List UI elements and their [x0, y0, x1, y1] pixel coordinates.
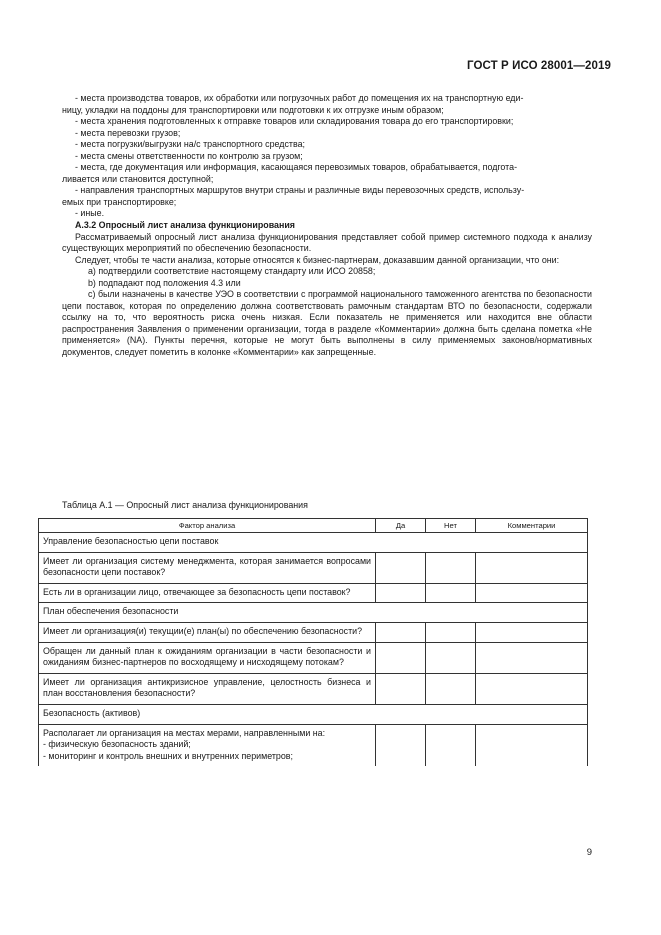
- list-item: - места производства товаров, их обработки или погрузочных работ до помещения их на транспортную еди-: [75, 93, 524, 103]
- yes-cell[interactable]: [376, 552, 426, 583]
- column-header-comments: Комментарии: [476, 519, 588, 533]
- yes-cell[interactable]: [376, 724, 426, 766]
- question-subitem: - физическую безопасность зданий;: [43, 739, 191, 750]
- no-cell[interactable]: [426, 552, 476, 583]
- table-header-row: [39, 519, 588, 533]
- section-label: Безопасность (активов): [39, 704, 588, 724]
- section-heading-a32: А.3.2 Опросный лист анализа функционирования: [75, 220, 295, 231]
- section-label: Управление безопасностью цепи поставок: [39, 533, 588, 553]
- comment-cell[interactable]: [476, 642, 588, 673]
- question-cell: Имеет ли организация(и) текущии(е) план(ы) по обеспечению безопасности?: [39, 622, 376, 642]
- table-section-row: [39, 603, 588, 623]
- yes-cell[interactable]: [376, 622, 426, 642]
- no-cell[interactable]: [426, 673, 476, 704]
- list-item: - места смены ответственности по контролю за грузом;: [75, 150, 303, 161]
- list-item-b: b) подпадают под положения 4.3 или: [88, 277, 241, 288]
- comment-cell[interactable]: [476, 724, 588, 766]
- page-number: 9: [586, 847, 592, 858]
- list-item: - иные.: [75, 208, 105, 219]
- question-cell: Есть ли в организации лицо, отвечающее за безопасность цепи поставок?: [39, 583, 376, 603]
- comment-cell[interactable]: [476, 673, 588, 704]
- list-item: - места хранения подготовленных к отправке товаров или складирования товара до его транспортировки;: [75, 116, 514, 127]
- document-body: [62, 93, 592, 359]
- table-row: [39, 552, 588, 583]
- table-row: [39, 724, 588, 766]
- analysis-checklist-table: [38, 518, 588, 766]
- no-cell[interactable]: [426, 642, 476, 673]
- question-cell: Имеет ли организация антикризисное управление, целостность бизнеса и план восстановления безопасности?: [39, 673, 376, 704]
- comment-cell[interactable]: [476, 622, 588, 642]
- comment-cell[interactable]: [476, 583, 588, 603]
- question-cell: Обращен ли данный план к ожиданиям организации в части безопасности и ожиданиям бизнес-партнеров по восходящему и нисходящему потокам?: [39, 642, 376, 673]
- yes-cell[interactable]: [376, 673, 426, 704]
- list-item-continuation: ницу, укладки на поддоны для транспортировки или подготовки к их отгрузке иным образом;: [62, 104, 444, 115]
- table-row: [39, 673, 588, 704]
- table-section-row: [39, 533, 588, 553]
- list-item-a: а) подтвердили соответствие настоящему стандарту или ИСО 20858;: [88, 266, 376, 277]
- list-item-c: с) были назначены в качестве УЭО в соответствии с программой национального таможенного агентства по безопасности цепи поставок, которая по определению должна соответствовать рамочным стандартам ВТО по безопасности, содержали ссылку на то, что вероятность риска очень низкая. Если показатель не применяется или находится вне области распространения Заявления о применении организации, тогда в разделе «Комментарии» должна быть сделана пометка «Не применяется» (NA). Пункты перечня, которые не могут быть выполнены в силу применяемых законов/нормативных документов, следует пометить в колонке «Комментарии» как запрещенные.: [62, 289, 592, 358]
- column-header-no: Нет: [426, 519, 476, 533]
- table-row: [39, 622, 588, 642]
- question-cell: Имеет ли организация систему менеджмента, которая занимается вопросами безопасности цепи поставок?: [39, 552, 376, 583]
- list-item-continuation: емых при транспортировке;: [62, 196, 177, 207]
- column-header-factor: Фактор анализа: [39, 519, 376, 533]
- paragraph: Следует, чтобы те части анализа, которые относятся к бизнес-партнерам, доказавшим данной организации, что они:: [75, 254, 560, 265]
- table-section-row: [39, 704, 588, 724]
- list-item: - места перевозки грузов;: [75, 127, 181, 138]
- yes-cell[interactable]: [376, 642, 426, 673]
- table-caption: Таблица А.1 — Опросный лист анализа функционирования: [62, 500, 308, 510]
- question-subitem: - мониторинг и контроль внешних и внутренних периметров;: [43, 750, 293, 761]
- comment-cell[interactable]: [476, 552, 588, 583]
- question-cell: [39, 724, 376, 766]
- section-label: План обеспечения безопасности: [39, 603, 588, 623]
- list-item-continuation: ливается или становится доступной;: [62, 173, 214, 184]
- question-text: Располагает ли организация на местах мерами, направленными на:: [43, 727, 326, 738]
- yes-cell[interactable]: [376, 583, 426, 603]
- column-header-yes: Да: [376, 519, 426, 533]
- table-row: [39, 642, 588, 673]
- document-standard-header: ГОСТ Р ИСО 28001—2019: [466, 60, 611, 72]
- no-cell[interactable]: [426, 583, 476, 603]
- no-cell[interactable]: [426, 724, 476, 766]
- table-row: [39, 583, 588, 603]
- list-item: - места, где документация или информация, касающаяся перевозимых товаров, обрабатывается, подгота-: [75, 162, 518, 173]
- paragraph: Рассматриваемый опросный лист анализа функционирования представляет собой пример системного подхода к анализу существующих мероприятий по обеспечению безопасности.: [62, 231, 592, 254]
- list-item: - места погрузки/выгрузки на/с транспортного средства;: [75, 139, 305, 150]
- no-cell[interactable]: [426, 622, 476, 642]
- list-item: - направления транспортных маршрутов внутри страны и различные виды перевозочных средств, использу-: [75, 185, 525, 196]
